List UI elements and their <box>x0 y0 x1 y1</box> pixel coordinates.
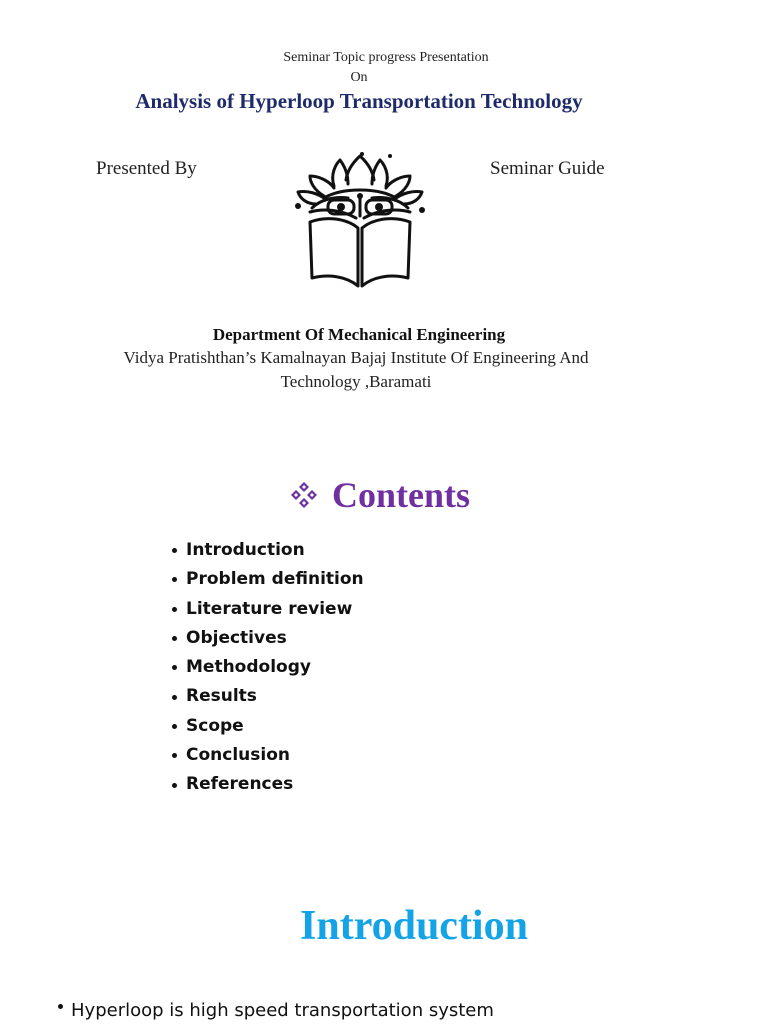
bullet-icon <box>172 695 177 700</box>
list-item: Problem definition <box>172 565 364 594</box>
institution-name-line-1: Vidya Pratishthan’s Kamalnayan Bajaj Institute Of Engineering And <box>123 348 589 367</box>
presentation-subtitle: Seminar Topic progress Presentation <box>283 50 489 65</box>
bullet-icon <box>172 783 177 788</box>
page-title: Analysis of Hyperloop Transportation Technology <box>135 89 583 113</box>
list-item: Scope <box>172 712 364 741</box>
list-item: Literature review <box>172 595 364 624</box>
introduction-heading: Introduction <box>300 903 528 949</box>
bullet-icon <box>172 577 177 582</box>
presented-by-label: Presented By <box>96 158 197 179</box>
list-item: References <box>172 770 364 799</box>
contents-heading <box>290 474 470 516</box>
contents-heading-text: Contents <box>332 475 471 515</box>
bullet-icon <box>58 1004 63 1009</box>
list-item: Results <box>172 682 364 711</box>
bullet-icon <box>172 724 177 729</box>
department-name: Department Of Mechanical Engineering <box>212 325 506 344</box>
bullet-icon <box>172 607 177 612</box>
introduction-bullet: Hyperloop is high speed transportation system <box>58 1000 494 1021</box>
list-item: Introduction <box>172 536 364 565</box>
list-item: Methodology <box>172 653 364 682</box>
contents-list <box>172 536 364 800</box>
institution-name-line-2: Technology ,Baramati <box>280 372 432 391</box>
seminar-guide-label: Seminar Guide <box>490 158 605 179</box>
four-diamond-icon <box>290 481 318 509</box>
list-item: Objectives <box>172 624 364 653</box>
presentation-subtitle-on: On <box>350 70 368 85</box>
bullet-icon <box>172 548 177 553</box>
list-item: Conclusion <box>172 741 364 770</box>
institute-logo-icon <box>290 152 430 292</box>
bullet-icon <box>172 636 177 641</box>
bullet-icon <box>172 665 177 670</box>
bullet-icon <box>172 753 177 758</box>
